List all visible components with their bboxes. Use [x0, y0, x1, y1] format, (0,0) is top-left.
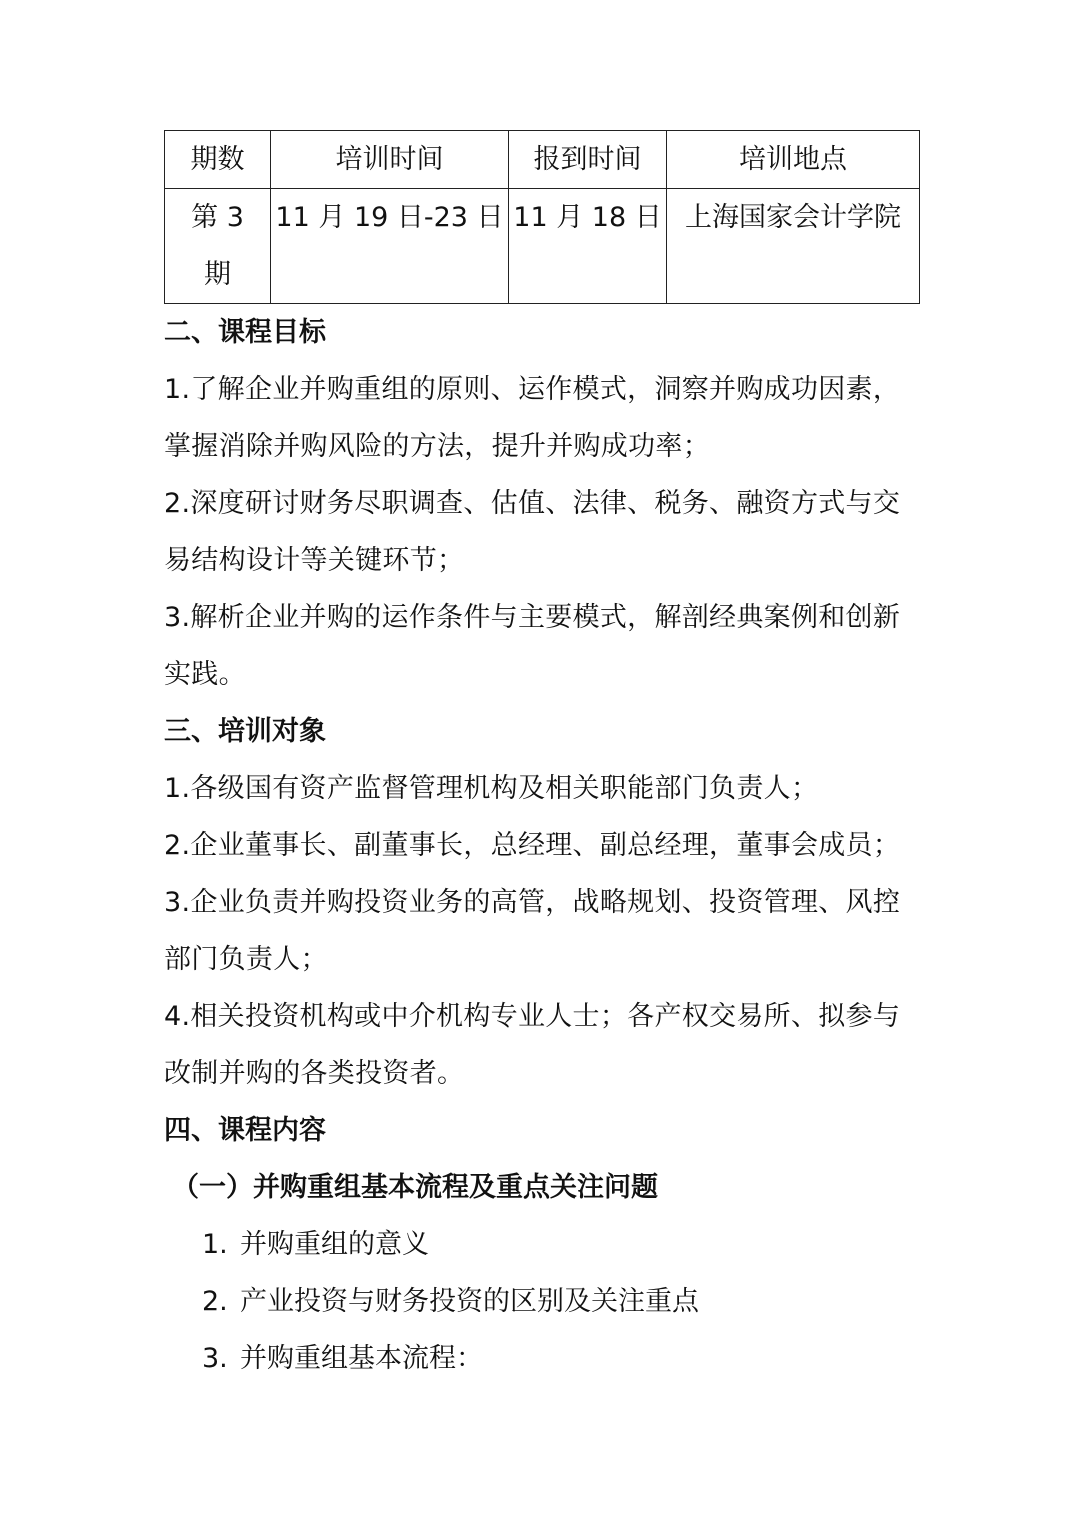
content-subheading: （一）并购重组基本流程及重点关注问题	[172, 1172, 658, 1203]
cell-report-time: 11 月 18 日	[509, 189, 667, 304]
list-item	[202, 1216, 924, 1273]
table-row	[165, 189, 920, 304]
audience-heading: 三、培训对象	[164, 716, 326, 747]
audience-item-3: 3.企业负责并购投资业务的高管，战略规划、投资管理、风控部门负责人；	[164, 887, 901, 975]
content-heading: 四、课程内容	[164, 1115, 326, 1146]
audience-item-4: 4.相关投资机构或中介机构专业人士；各产权交易所、拟参与改制并购的各类投资者。	[164, 1001, 901, 1089]
goals-heading: 二、课程目标	[164, 317, 326, 348]
list-item-text: 产业投资与财务投资的区别及关注重点	[240, 1286, 699, 1317]
list-item-text: 并购重组的意义	[240, 1229, 429, 1260]
audience-item-2: 2.企业董事长、副董事长，总经理、副总经理，董事会成员；	[164, 830, 901, 861]
header-training-location: 培训地点	[667, 131, 920, 189]
list-item-number: 3.	[202, 1343, 228, 1374]
schedule-table	[164, 130, 920, 304]
list-item	[202, 1273, 924, 1330]
cell-period: 第 3 期	[165, 189, 271, 304]
goals-item-2: 2.深度研讨财务尽职调查、估值、法律、税务、融资方式与交易结构设计等关键环节；	[164, 488, 901, 576]
audience-item-1: 1.各级国有资产监督管理机构及相关职能部门负责人；	[164, 773, 819, 804]
document-page	[164, 130, 924, 1387]
list-item-number: 2.	[202, 1286, 228, 1317]
list-item-number: 1.	[202, 1229, 228, 1260]
content-list	[164, 1216, 924, 1387]
cell-training-location: 上海国家会计学院	[667, 189, 920, 304]
list-item-text: 并购重组基本流程：	[240, 1343, 483, 1374]
header-training-time: 培训时间	[271, 131, 509, 189]
header-period: 期数	[165, 131, 271, 189]
goals-item-1: 1.了解企业并购重组的原则、运作模式，洞察并购成功因素，掌握消除并购风险的方法，提升并购成功率；	[164, 374, 901, 462]
table-header-row	[165, 131, 920, 189]
cell-training-time: 11 月 19 日-23 日	[271, 189, 509, 304]
list-item	[202, 1330, 924, 1387]
header-report-time: 报到时间	[509, 131, 667, 189]
goals-item-3: 3.解析企业并购的运作条件与主要模式，解剖经典案例和创新实践。	[164, 602, 901, 690]
